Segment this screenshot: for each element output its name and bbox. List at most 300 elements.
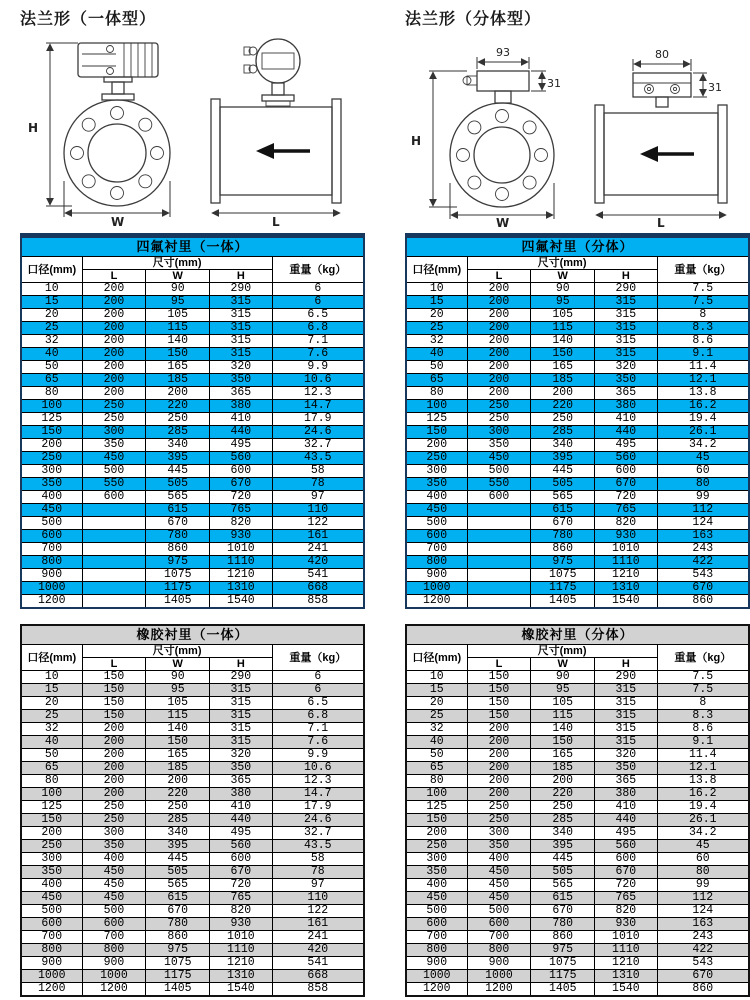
cell: 112: [657, 504, 749, 517]
cell: 8.6: [657, 335, 749, 348]
cell: 19.4: [657, 413, 749, 426]
cell: 105: [531, 309, 595, 322]
label-31-side: 31: [708, 81, 722, 94]
table-row: [406, 684, 749, 697]
cell: 450: [467, 866, 531, 879]
cell: 700: [21, 543, 82, 556]
cell: 410: [595, 801, 657, 814]
cell: 450: [82, 866, 146, 879]
table-row: [21, 736, 364, 749]
cell: 26.1: [657, 426, 749, 439]
table-row: [406, 671, 749, 684]
cell: 315: [210, 348, 272, 361]
cell: [82, 595, 146, 609]
cell: 350: [467, 840, 531, 853]
table-row: [406, 413, 749, 426]
cell: 250: [21, 452, 82, 465]
flow-direction-arrow: [256, 143, 310, 159]
cell: 7.1: [272, 335, 364, 348]
cell: 10.6: [272, 762, 364, 775]
table-row: [406, 491, 749, 504]
cell: 1000: [82, 970, 146, 983]
cell: 12.1: [657, 762, 749, 775]
table-row: [406, 905, 749, 918]
cell: 250: [531, 801, 595, 814]
cell: 200: [467, 374, 531, 387]
cell: 400: [406, 879, 467, 892]
cell: 543: [657, 957, 749, 970]
cell: 668: [272, 582, 364, 595]
cell: 34.2: [657, 439, 749, 452]
cell: 800: [406, 556, 467, 569]
cell: 600: [467, 918, 531, 931]
cell: 315: [210, 322, 272, 335]
cell: 380: [210, 400, 272, 413]
cell: 150: [531, 736, 595, 749]
cell: 780: [146, 918, 210, 931]
label-93: 93: [496, 46, 510, 59]
cell: 16.2: [657, 788, 749, 801]
cell: 10: [21, 671, 82, 684]
table-row: [21, 944, 364, 957]
col-header-L: L: [82, 270, 146, 283]
cell: 500: [21, 517, 82, 530]
flange-bolt-holes: [457, 110, 548, 201]
cell: 163: [657, 918, 749, 931]
cell: 975: [146, 944, 210, 957]
cell: 445: [146, 853, 210, 866]
table-row: [406, 775, 749, 788]
dimension-side-box-width: [633, 48, 691, 71]
table-row: [406, 918, 749, 931]
cell: 900: [406, 569, 467, 582]
cell: 1210: [595, 957, 657, 970]
table-row: [406, 983, 749, 997]
section-title-split: 法兰形（分体型）: [405, 11, 542, 28]
cell: [467, 556, 531, 569]
cell: 290: [210, 671, 272, 684]
cell: 150: [82, 697, 146, 710]
cell: 150: [467, 710, 531, 723]
cell: 200: [82, 348, 146, 361]
cell: 1200: [21, 983, 82, 997]
cell: 9.1: [657, 736, 749, 749]
cell: 700: [467, 931, 531, 944]
cell: 320: [210, 361, 272, 374]
table-row: [406, 788, 749, 801]
cell: 450: [82, 879, 146, 892]
cell: 200: [82, 762, 146, 775]
table-row: [21, 530, 364, 543]
cell: 858: [272, 983, 364, 997]
cell: 495: [595, 439, 657, 452]
table-row: [21, 918, 364, 931]
cell: 820: [210, 517, 272, 530]
drawings-row: [0, 29, 750, 227]
cell: 200: [82, 387, 146, 400]
cell: 200: [467, 309, 531, 322]
cell: 450: [406, 504, 467, 517]
dimension-W: [64, 181, 170, 227]
table-row: [21, 361, 364, 374]
cell: 1540: [210, 983, 272, 997]
cell: 860: [146, 543, 210, 556]
cell: 45: [657, 840, 749, 853]
cell: 930: [595, 530, 657, 543]
cell: 445: [146, 465, 210, 478]
cell: 670: [531, 517, 595, 530]
cell: 99: [657, 491, 749, 504]
cell: 860: [531, 543, 595, 556]
cell: 765: [595, 892, 657, 905]
table-row: [21, 335, 364, 348]
cell: 200: [531, 775, 595, 788]
cell: 700: [406, 543, 467, 556]
table-row: [21, 970, 364, 983]
cell: 250: [467, 400, 531, 413]
cell: 80: [657, 478, 749, 491]
cell: 615: [146, 892, 210, 905]
cell: 600: [210, 853, 272, 866]
dimension-side-box-height: [693, 73, 722, 97]
cell: 410: [210, 413, 272, 426]
cell: 150: [467, 671, 531, 684]
table-row: [21, 413, 364, 426]
cell: 340: [146, 827, 210, 840]
cell: 32.7: [272, 827, 364, 840]
cell: 200: [467, 788, 531, 801]
cell: 100: [21, 400, 82, 413]
cell: 315: [595, 335, 657, 348]
table-row: [21, 387, 364, 400]
cell: 820: [595, 905, 657, 918]
cell: [467, 595, 531, 609]
cell: 1200: [406, 983, 467, 997]
cell: 320: [595, 361, 657, 374]
cell: 200: [82, 775, 146, 788]
cell: 450: [467, 452, 531, 465]
cell: 7.6: [272, 736, 364, 749]
cell: [467, 517, 531, 530]
cell: 11.4: [657, 749, 749, 762]
table-row: [21, 749, 364, 762]
cell: 80: [406, 775, 467, 788]
table-row: [406, 504, 749, 517]
cell: 670: [657, 970, 749, 983]
table-row: [21, 671, 364, 684]
dimension-W: [450, 183, 554, 227]
cell: 315: [595, 684, 657, 697]
cell: 700: [82, 931, 146, 944]
cell: 150: [146, 736, 210, 749]
col-header-H: H: [595, 658, 657, 671]
cell: 450: [21, 504, 82, 517]
cell: [82, 556, 146, 569]
cell: 200: [82, 283, 146, 296]
cell: 122: [272, 905, 364, 918]
cell: 800: [467, 944, 531, 957]
cell: 200: [467, 387, 531, 400]
cell: 380: [595, 788, 657, 801]
cell: 80: [657, 866, 749, 879]
cell: 78: [272, 866, 364, 879]
table-title: 四氟衬里（分体）: [406, 236, 749, 257]
cell: 1200: [406, 595, 467, 609]
cell: 1075: [146, 957, 210, 970]
cell: 450: [467, 879, 531, 892]
cell: 19.4: [657, 801, 749, 814]
label-L: L: [272, 215, 280, 227]
table-row: [21, 853, 364, 866]
col-header-diameter: 口径(mm): [21, 645, 82, 671]
cell: 565: [146, 491, 210, 504]
table-row: [406, 400, 749, 413]
cell: 365: [210, 775, 272, 788]
cell: 365: [595, 775, 657, 788]
integrated-side-view: [211, 39, 341, 203]
cell: 200: [467, 775, 531, 788]
cell: 765: [210, 892, 272, 905]
cell: 50: [21, 361, 82, 374]
cell: 150: [531, 348, 595, 361]
cell: 1000: [21, 582, 82, 595]
cell: 97: [272, 879, 364, 892]
cell: 6.5: [272, 697, 364, 710]
col-header-weight: 重量（kg）: [272, 645, 364, 671]
cell: 395: [146, 452, 210, 465]
table-row: [406, 840, 749, 853]
cell: 670: [210, 478, 272, 491]
table-ptfe-integrated: [20, 233, 365, 609]
cell: 1405: [531, 983, 595, 997]
cell: 350: [595, 374, 657, 387]
cell: 1175: [146, 970, 210, 983]
cell: 125: [21, 801, 82, 814]
cell: 14.7: [272, 788, 364, 801]
cell: 165: [146, 749, 210, 762]
cell: 150: [406, 426, 467, 439]
tables-row-rubber: [0, 618, 750, 997]
cell: 250: [467, 801, 531, 814]
cell: 220: [531, 400, 595, 413]
cell: 200: [82, 788, 146, 801]
cell: 290: [595, 283, 657, 296]
cell: 1405: [146, 983, 210, 997]
cell: 670: [146, 517, 210, 530]
table-row: [406, 595, 749, 609]
cell: 350: [210, 374, 272, 387]
cell: 900: [406, 957, 467, 970]
cell: 340: [531, 439, 595, 452]
cell: 560: [210, 452, 272, 465]
cell: 250: [82, 814, 146, 827]
cell: 600: [406, 918, 467, 931]
table-title: 橡胶衬里（一体）: [21, 625, 364, 645]
table-row: [406, 582, 749, 595]
cell: 32: [406, 335, 467, 348]
cell: 65: [406, 374, 467, 387]
table-row: [406, 710, 749, 723]
label-H: H: [411, 134, 422, 148]
cell: [82, 582, 146, 595]
cell: 550: [467, 478, 531, 491]
cell: 1075: [531, 957, 595, 970]
cell: 24.6: [272, 814, 364, 827]
cell: 40: [21, 736, 82, 749]
cell: 1010: [595, 931, 657, 944]
cell: 80: [406, 387, 467, 400]
cell: 8: [657, 309, 749, 322]
cell: 110: [272, 504, 364, 517]
table-row: [21, 723, 364, 736]
cell: 410: [595, 413, 657, 426]
cell: 300: [82, 426, 146, 439]
cell: 243: [657, 543, 749, 556]
cell: 560: [210, 840, 272, 853]
cell: 9.9: [272, 749, 364, 762]
table-row: [21, 892, 364, 905]
cell: 95: [146, 684, 210, 697]
cell: 350: [21, 478, 82, 491]
cell: 422: [657, 556, 749, 569]
cell: 1010: [210, 543, 272, 556]
table-row: [21, 569, 364, 582]
cell: 858: [272, 595, 364, 609]
cell: 250: [146, 801, 210, 814]
table-rubber-split: [405, 624, 750, 997]
cell: 445: [531, 853, 595, 866]
cell: 1200: [82, 983, 146, 997]
cell: 560: [595, 840, 657, 853]
cell: 10: [406, 671, 467, 684]
cell: 150: [406, 814, 467, 827]
cell: 350: [467, 439, 531, 452]
cell: 505: [531, 478, 595, 491]
cell: 200: [146, 775, 210, 788]
dimension-front-box-height: [531, 71, 561, 91]
cell: 450: [406, 892, 467, 905]
cell: 700: [21, 931, 82, 944]
cell: 161: [272, 918, 364, 931]
cell: 13.8: [657, 387, 749, 400]
table-row: [406, 814, 749, 827]
col-header-weight: 重量（kg）: [272, 257, 364, 283]
dimension-front-box-width: [477, 46, 529, 69]
table-row: [21, 491, 364, 504]
cell: 320: [595, 749, 657, 762]
cell: 6.5: [272, 309, 364, 322]
cell: 200: [467, 296, 531, 309]
cell: 500: [82, 905, 146, 918]
col-header-diameter: 口径(mm): [21, 257, 82, 283]
cell: 200: [406, 827, 467, 840]
cell: 930: [210, 918, 272, 931]
cell: 200: [467, 283, 531, 296]
cell: 6: [272, 671, 364, 684]
cell: 140: [531, 723, 595, 736]
table-row: [21, 283, 364, 296]
cell: 720: [595, 879, 657, 892]
table-row: [406, 892, 749, 905]
table-row: [21, 931, 364, 944]
cell: 200: [21, 827, 82, 840]
cell: 60: [657, 465, 749, 478]
table-row: [21, 543, 364, 556]
label-31-front: 31: [547, 77, 561, 90]
cell: 11.4: [657, 361, 749, 374]
cell: 400: [467, 853, 531, 866]
cell: 10: [21, 283, 82, 296]
col-header-diameter: 口径(mm): [406, 257, 467, 283]
cell: 500: [467, 465, 531, 478]
cell: 400: [21, 491, 82, 504]
label-L: L: [657, 216, 665, 227]
cell: 200: [82, 335, 146, 348]
cell: 565: [531, 491, 595, 504]
cell: 8.3: [657, 322, 749, 335]
table-ptfe-split: [405, 233, 750, 609]
table-row: [406, 335, 749, 348]
cell: 900: [21, 569, 82, 582]
table-rubber-integrated: [20, 624, 365, 997]
cell: 1010: [210, 931, 272, 944]
cell: 600: [467, 491, 531, 504]
cell: 900: [21, 957, 82, 970]
cell: 9.1: [657, 348, 749, 361]
cell: 12.3: [272, 775, 364, 788]
col-header-H: H: [210, 658, 272, 671]
table-row: [406, 723, 749, 736]
cell: 340: [146, 439, 210, 452]
cell: 80: [21, 775, 82, 788]
cell: [467, 582, 531, 595]
table-row: [406, 749, 749, 762]
cell: 200: [467, 723, 531, 736]
table-row: [406, 827, 749, 840]
cell: 8.6: [657, 723, 749, 736]
cell: 32: [21, 723, 82, 736]
cell: 505: [531, 866, 595, 879]
cell: 930: [595, 918, 657, 931]
cell: 140: [531, 335, 595, 348]
dimension-L: [212, 213, 340, 227]
cell: 20: [21, 309, 82, 322]
cell: 15: [21, 684, 82, 697]
drawing-split-flowmeter: [405, 29, 750, 227]
cell: 150: [467, 697, 531, 710]
table-row: [406, 944, 749, 957]
cell: 60: [657, 853, 749, 866]
titles-row: [0, 0, 750, 29]
cell: 140: [146, 335, 210, 348]
col-header-H: H: [210, 270, 272, 283]
dimension-L: [596, 215, 726, 227]
cell: 315: [210, 697, 272, 710]
col-header-L: L: [467, 270, 531, 283]
cell: 495: [595, 827, 657, 840]
cell: 1310: [595, 582, 657, 595]
cell: 975: [531, 944, 595, 957]
cell: 150: [146, 348, 210, 361]
table-row: [21, 517, 364, 530]
cell: 7.1: [272, 723, 364, 736]
cell: 395: [531, 840, 595, 853]
cell: [467, 569, 531, 582]
table-row: [406, 736, 749, 749]
cell: 125: [21, 413, 82, 426]
cell: [467, 543, 531, 556]
cell: 6: [272, 296, 364, 309]
